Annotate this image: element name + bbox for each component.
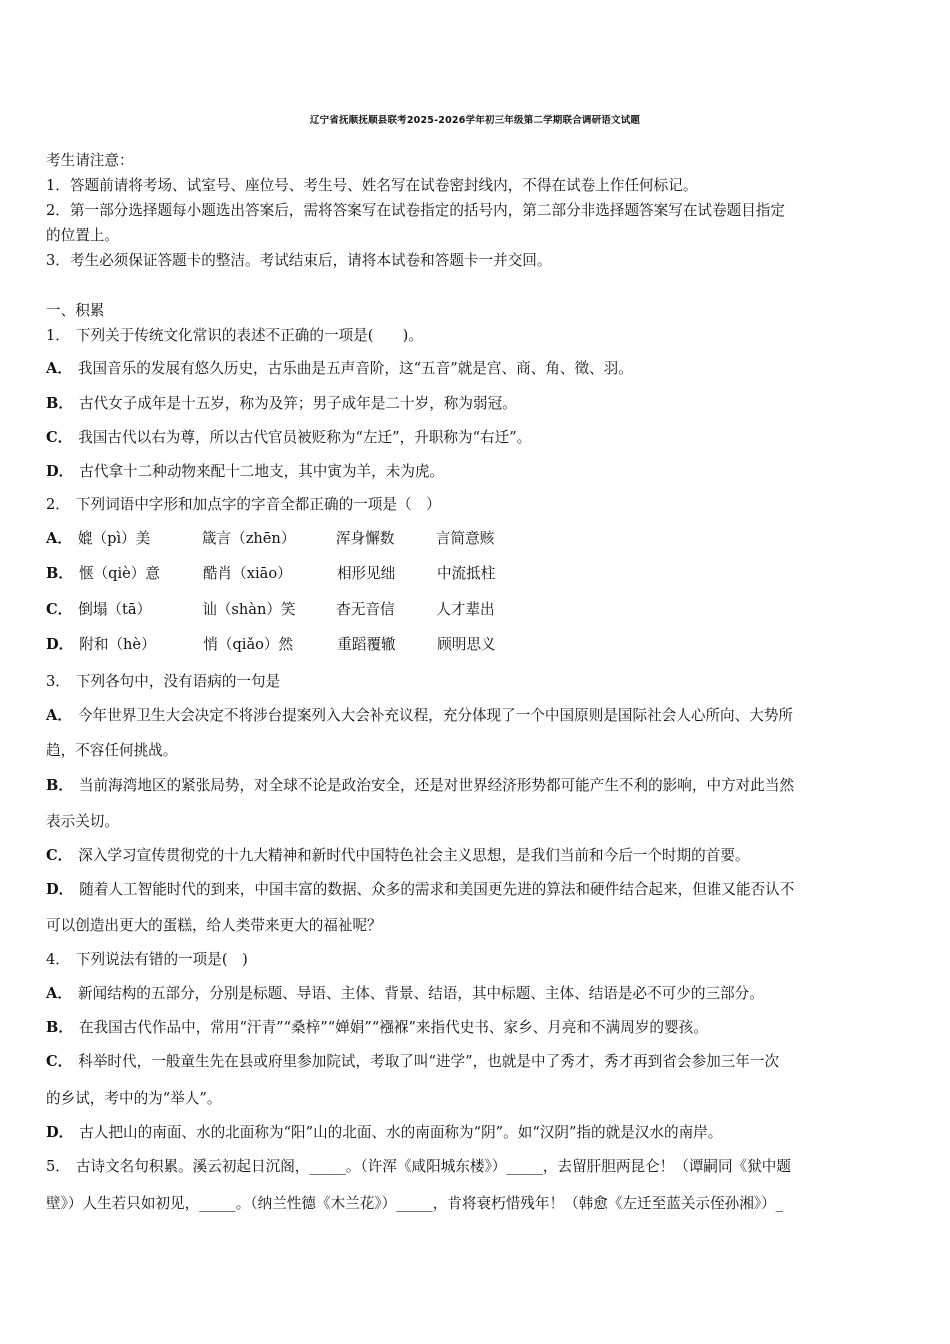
- question-4-stem: [46, 950, 248, 970]
- question-2-option-d: [46, 635, 496, 655]
- section-heading: 一、积累: [46, 302, 105, 319]
- option-label: C．: [46, 601, 73, 618]
- option-word: 附和（hè）: [79, 636, 156, 653]
- question-1-option-b: [46, 394, 517, 414]
- option-label: D．: [46, 881, 74, 898]
- option-label: D．: [46, 636, 74, 653]
- option-word: 浑身懈数: [335, 530, 395, 547]
- notice-item: 1．答题前请将考场、试室号、座位号、考生号、姓名写在试卷密封线内，不得在试卷上作任何标记。: [46, 177, 698, 194]
- notice-item: 的位置上。: [46, 227, 119, 244]
- option-word: 酷肖（xiāo）: [202, 565, 292, 582]
- question-1-stem: [46, 326, 423, 346]
- option-text: 今年世界卫生大会决定不将涉台提案列入大会补充议程，充分体现了一个中国原则是国际社会人心所向、大势所: [77, 707, 794, 724]
- question-2-option-b: [46, 564, 495, 584]
- option-text: 深入学习宣传贯彻党的十九大精神和新时代中国特色社会主义思想，是我们当前和今后一个时期的首要。: [78, 847, 750, 864]
- option-label: C．: [46, 429, 73, 446]
- question-4-option-b: [46, 1018, 708, 1038]
- option-word: 相形见绌: [336, 565, 396, 582]
- question-number: 2．: [46, 496, 70, 513]
- option-word: 言简意赅: [435, 530, 495, 547]
- option-word: 杳无音信: [336, 601, 395, 618]
- option-label: D．: [46, 463, 74, 480]
- option-text: 我国古代以右为尊，所以古代官员被贬称为“左迁”，升职称为“右迁”。: [78, 429, 532, 446]
- option-text: 古人把山的南面、水的北面称为“阳”山的北面、水的南面称为“阴”。如“汉阴”指的就是汉水的南岸。: [79, 1124, 723, 1141]
- question-text: 古诗文名句积累。溪云初起日沉阁，_____。（许浑《咸阳城东楼》）_____，去留肝胆两昆仑！（谭嗣同《狱中题: [75, 1158, 791, 1175]
- option-text: 在我国古代作品中，常用“汗青”“桑梓”“婵娟”“襁褓”来指代史书、家乡、月亮和不满周岁的婴孩。: [78, 1019, 708, 1036]
- question-text: 下列关于传统文化常识的表述不正确的一项是( )。: [75, 327, 423, 344]
- option-label: A．: [46, 707, 72, 724]
- notice-item: 2．第一部分选择题每小题选出答案后，需将答案写在试卷指定的括号内，第二部分非选择题答案写在试卷题目指定: [46, 202, 785, 219]
- question-number: 4．: [46, 951, 70, 968]
- option-label: C．: [46, 1053, 73, 1070]
- option-text: 当前海湾地区的紧张局势，对全球不论是政治安全，还是对世界经济形势都可能产生不利的影响，中方对此当然: [78, 777, 795, 794]
- option-word: 惬（qiè）意: [78, 565, 160, 582]
- question-3-option-d-cont: 可以创造出更大的蛋糕，给人类带来更大的福祉呢？: [46, 917, 382, 934]
- question-3-stem: [46, 672, 280, 692]
- option-text: 我国音乐的发展有悠久历史，古乐曲是五声音阶，这“五音”就是宫、商、角、徵、羽。: [77, 360, 633, 377]
- question-number: 1．: [46, 327, 70, 344]
- option-text: 随着人工智能时代的到来，中国丰富的数据、众多的需求和美国更先进的算法和硬件结合起来，但谁又能否认不: [79, 881, 795, 898]
- question-text: 下列各句中，没有语病的一句是: [75, 673, 281, 690]
- question-number: 5．: [46, 1158, 70, 1175]
- option-label: C．: [46, 847, 73, 864]
- option-label: A．: [46, 530, 72, 547]
- question-4-option-c: [46, 1052, 779, 1072]
- question-3-option-b: [46, 776, 794, 796]
- question-3-option-d: [46, 880, 794, 900]
- option-label: A．: [46, 985, 72, 1002]
- option-word: 顾明思义: [437, 636, 496, 653]
- option-label: B．: [46, 565, 73, 582]
- question-4-option-d: [46, 1123, 722, 1143]
- question-3-option-a-cont: 趋，不容任何挑战。: [46, 742, 178, 759]
- option-text: 科举时代，一般童生先在县或府里参加院试，考取了叫“进学”，也就是中了秀才，秀才再到省会参加三年一次: [78, 1053, 780, 1070]
- question-3-option-a: [46, 706, 793, 726]
- option-label: B．: [46, 1019, 73, 1036]
- option-word: 重蹈覆辙: [337, 636, 396, 653]
- option-text: 新闻结构的五部分，分别是标题、导语、主体、背景、结语，其中标题、主体、结语是必不可少的三部分。: [77, 985, 764, 1002]
- option-word: 悄（qiǎo）然: [203, 636, 294, 653]
- question-1-option-d: [46, 462, 444, 482]
- page-title: 辽宁省抚顺抚顺县联考2025-2026学年初三年级第二学期联合调研语文试题: [309, 115, 641, 126]
- question-1-option-a: [46, 359, 633, 379]
- question-3-option-c: [46, 846, 750, 866]
- option-word: 箴言（zhēn）: [201, 530, 296, 547]
- option-text: 古代女子成年是十五岁，称为及笄；男子成年是二十岁，称为弱冠。: [78, 395, 517, 412]
- question-2-option-c: [46, 600, 495, 620]
- question-4-option-a: [46, 984, 764, 1004]
- question-3-option-b-cont: 表示关切。: [46, 813, 119, 830]
- option-text: 古代拿十二种动物来配十二地支，其中寅为羊，未为虎。: [79, 463, 445, 480]
- option-word: 讪（shàn）笑: [202, 601, 296, 618]
- question-text: 下列说法有错的一项是( ): [75, 951, 248, 968]
- option-word: 倒塌（tā）: [78, 601, 152, 618]
- question-5-line-2: 壁》）人生若只如初见，_____。（纳兰性德《木兰花》）_____，肯将衰朽惜残年！（韩愈《左迁至蓝关示侄孙湘》）_: [46, 1195, 783, 1212]
- question-2-stem: [46, 495, 441, 515]
- option-word: 媲（pì）美: [77, 530, 151, 547]
- notice-item: 3．考生必须保证答题卡的整洁。考试结束后，请将本试卷和答题卡一并交回。: [46, 252, 552, 269]
- option-label: B．: [46, 395, 73, 412]
- question-5-line-1: [46, 1157, 791, 1177]
- question-1-option-c: [46, 428, 531, 448]
- notice-heading: 考生请注意：: [46, 152, 134, 169]
- option-word: 中流抵柱: [436, 565, 496, 582]
- option-label: B．: [46, 777, 73, 794]
- question-2-option-a: [46, 529, 494, 549]
- option-word: 人才辈出: [436, 601, 495, 618]
- option-label: D．: [46, 1124, 74, 1141]
- question-text: 下列词语中字形和加点字的字音全都正确的一项是（ ）: [75, 496, 441, 513]
- question-4-option-c-cont: 的乡试，考中的为“举人”。: [46, 1090, 222, 1107]
- option-label: A．: [46, 360, 72, 377]
- question-number: 3．: [46, 673, 70, 690]
